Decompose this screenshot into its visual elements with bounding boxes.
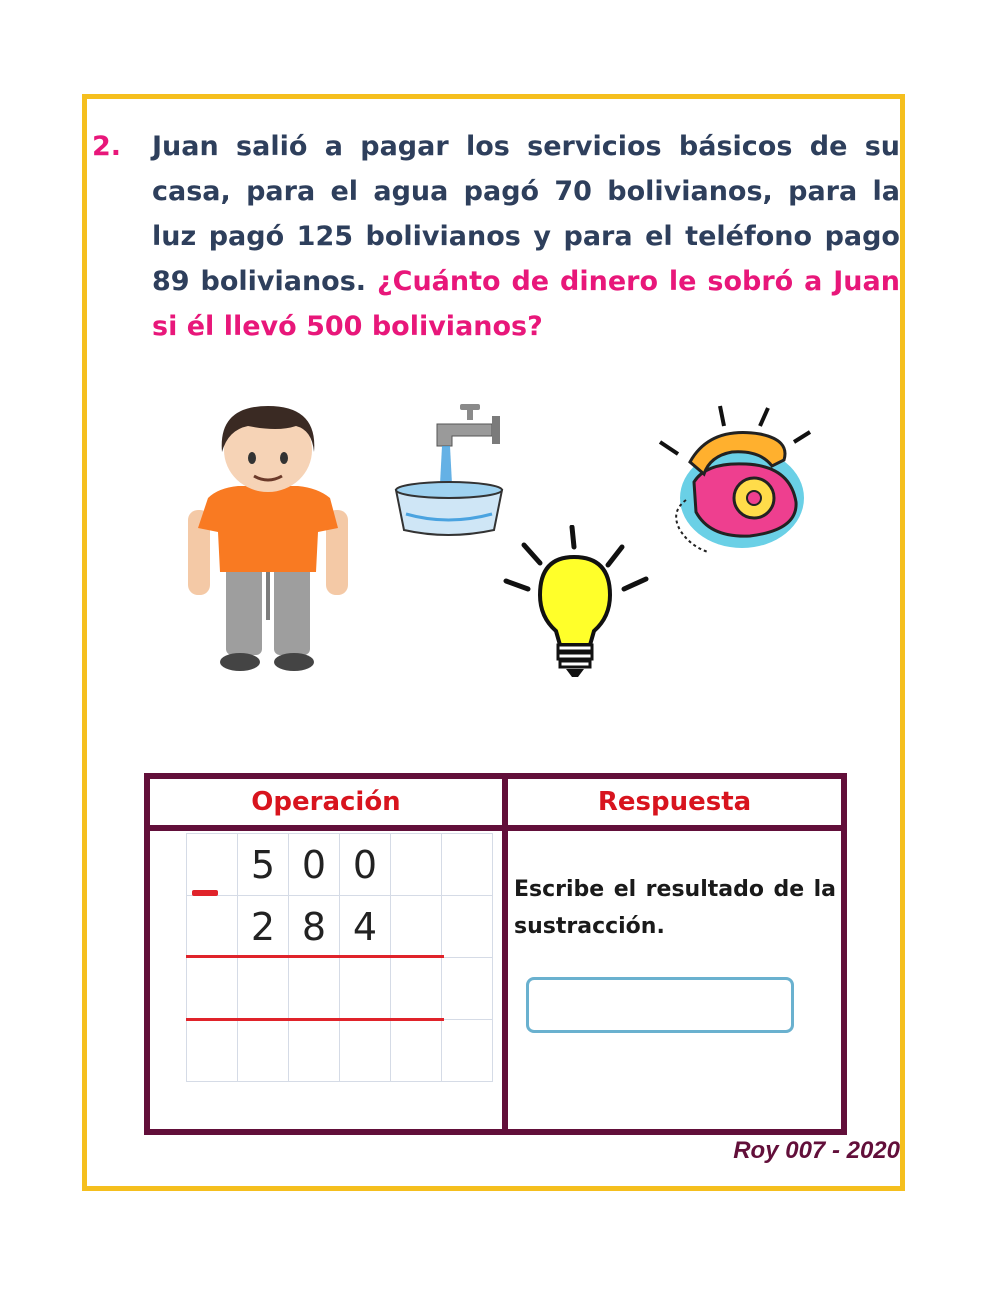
author-credit: Roy 007 - 2020 (733, 1137, 900, 1164)
grid-cell (289, 1020, 340, 1082)
light-bulb-illustration (500, 525, 650, 685)
grid-cell (187, 896, 238, 958)
answer-instruction: Escribe el resultado de la sustracción. (514, 877, 836, 939)
bottom-line (186, 1018, 444, 1021)
answer-header: Respuesta (505, 776, 844, 828)
grid-cell (391, 834, 442, 896)
grid-cell (391, 1020, 442, 1082)
answer-cell (505, 828, 844, 1132)
problem-question: ¿Cuánto de dinero le sobró a Juan si él llevó 500 bolivianos? (152, 266, 900, 342)
grid-cell (442, 834, 493, 896)
subtrahend-digit: 4 (340, 896, 391, 958)
grid-cell (442, 1020, 493, 1082)
grid-cell (238, 958, 289, 1020)
minuend-digit: 0 (340, 834, 391, 896)
grid-cell (340, 958, 391, 1020)
minus-sign (192, 890, 218, 896)
grid-cell (187, 834, 238, 896)
problem-statement: Juan salió a pagar los servicios básicos de su casa, para el agua pagó 70 bolivianos, para la luz pagó 125 bolivianos y para el teléfono pago 89 bolivianos. (152, 131, 900, 297)
grid-cell (391, 896, 442, 958)
result-line (186, 955, 444, 958)
grid-cell (391, 958, 442, 1020)
minuend-digit: 0 (289, 834, 340, 896)
grid-cell (442, 958, 493, 1020)
telephone-illustration (650, 402, 815, 562)
boy-illustration (178, 400, 358, 675)
grid-cell (289, 958, 340, 1020)
grid-cell (442, 896, 493, 958)
grid-cell (238, 1020, 289, 1082)
problem-text (92, 124, 900, 349)
answer-input[interactable] (526, 977, 794, 1033)
problem-number: 2. (92, 131, 122, 162)
grid-cell (187, 1020, 238, 1082)
minuend-digit: 5 (238, 834, 289, 896)
operation-table (144, 773, 847, 1135)
grid-cell (187, 958, 238, 1020)
subtrahend-digit: 8 (289, 896, 340, 958)
subtrahend-digit: 2 (238, 896, 289, 958)
operation-cell (147, 828, 505, 1132)
operation-header: Operación (147, 776, 505, 828)
grid-cell (340, 1020, 391, 1082)
water-faucet-illustration (392, 402, 507, 537)
